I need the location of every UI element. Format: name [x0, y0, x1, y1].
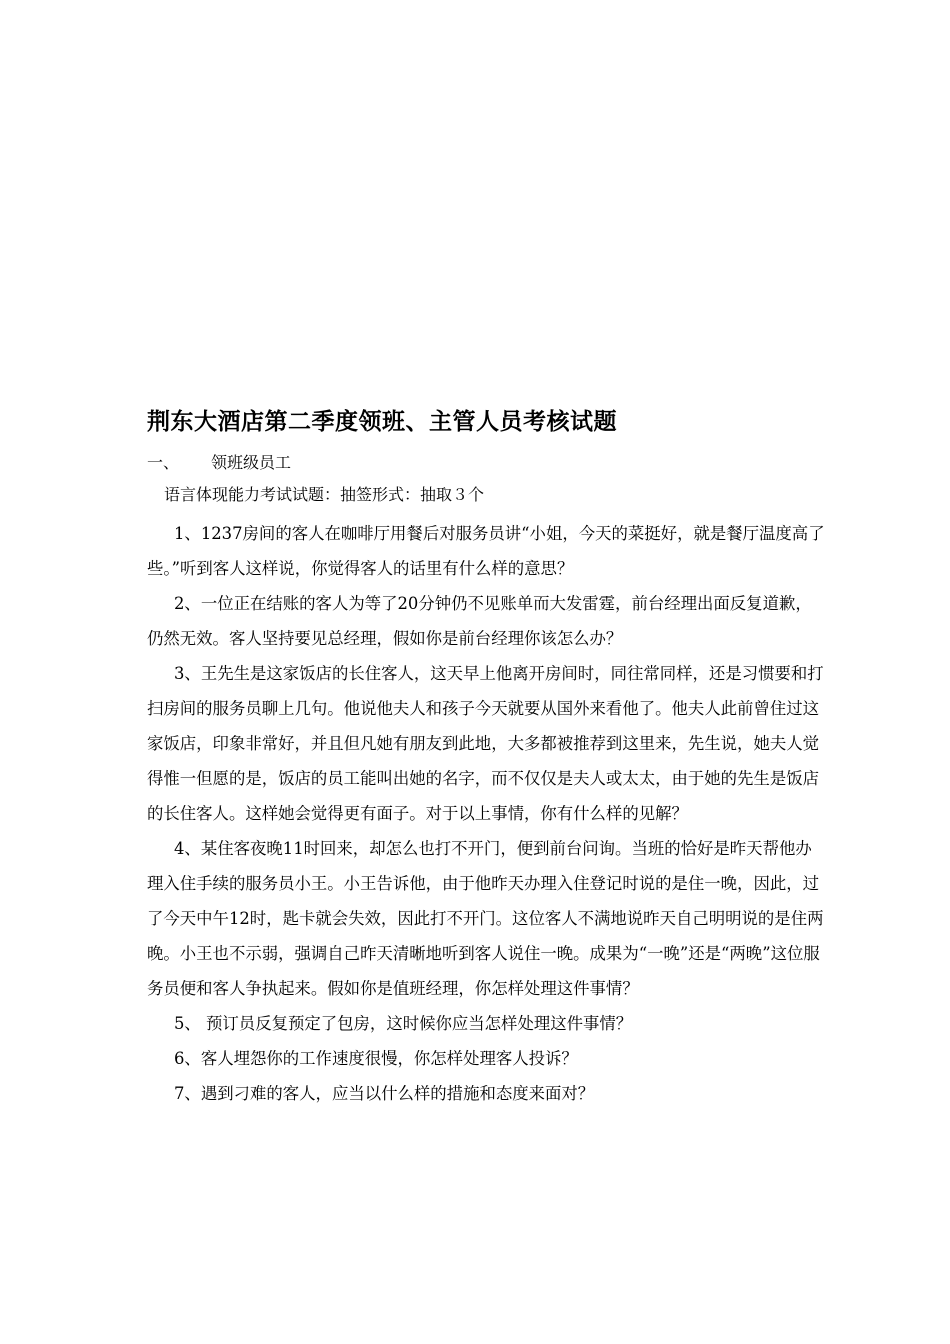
section-title: 领班级员工: [211, 453, 292, 472]
section-heading: [147, 448, 291, 478]
question-item: 3、王先生是这家饭店的长住客人，这天早上他离开房间时，同往常同样，还是习惯要和打扫房间的服务员聊上几句。他说他夫人和孩子今天就要从国外来看他了。他夫人此前曾住过这家饭店，印象非常好，并且但凡她有朋友到此地，大多都被推荐到这里来，先生说，她夫人觉得惟一但愿的是，饭店的员工能叫出她的名字，而不仅仅是夫人或太太，由于她的先生是饭店的长住客人。这样她会觉得更有面子。对于以上事情，你有什么样的见解？: [147, 664, 824, 823]
document-title: 荆东大酒店第二季度领班、主管人员考核试题: [147, 409, 617, 435]
exam-format-line: 语言体现能力考试试题：抽签形式：抽取３个: [164, 485, 485, 504]
question-item: 5、 预订员反复预定了包房，这时候你应当怎样处理这件事情？: [174, 1014, 633, 1033]
question-item: 2、一位正在结账的客人为等了20分钟仍不见账单而大发雷霆，前台经理出面反复道歉，仍然无效。客人坚持要见总经理，假如你是前台经理你该怎么办？: [147, 594, 812, 648]
question-item: 7、遇到刁难的客人，应当以什么样的措施和态度来面对？: [174, 1084, 595, 1103]
question-item: 4、某住客夜晚11时回来，却怎么也打不开门，便到前台问询。当班的恰好是昨天帮他办理入住手续的服务员小王。小王告诉他，由于他昨天办理入住登记时说的是住一晚，因此，过了今天中午12时，匙卡就会失效，因此打不开门。这位客人不满地说昨天自己明明说的是住两晚。小王也不示弱，强调自己昨天清晰地听到客人说住一晚。成果为“一晚”还是“两晚”这位服务员便和客人争执起来。假如你是值班经理，你怎样处理这件事情？: [147, 839, 824, 998]
question-list: [147, 516, 827, 1111]
question-item: 6、客人埋怨你的工作速度很慢，你怎样处理客人投诉？: [174, 1049, 578, 1068]
section-number: 一、: [147, 453, 180, 472]
question-item: 1、1237房间的客人在咖啡厅用餐后对服务员讲“小姐，今天的菜挺好，就是餐厅温度高了些。”听到客人这样说，你觉得客人的话里有什么样的意思？: [147, 524, 825, 578]
